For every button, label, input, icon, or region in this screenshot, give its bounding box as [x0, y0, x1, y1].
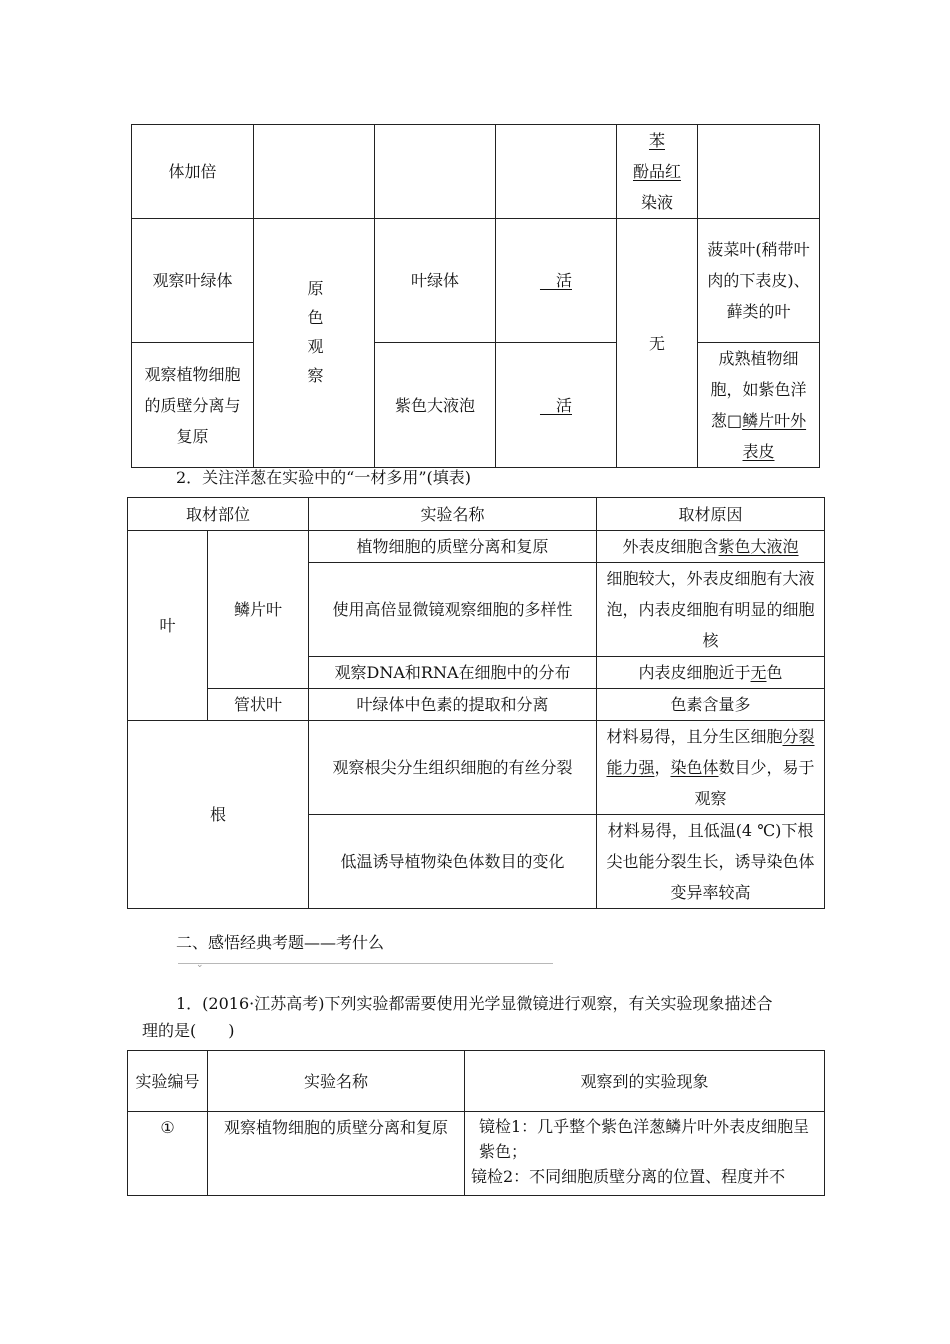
material-underlined: 鳞片叶外表皮	[742, 411, 807, 461]
cell-name: 观察根尖分生组织细胞的有丝分裂	[309, 721, 597, 815]
cell-scale-leaf: 鳞片叶	[208, 531, 309, 689]
header-reason: 取材原因	[597, 498, 825, 531]
section-title: 二、感悟经典考题——考什么	[176, 933, 385, 952]
cell-leaf: 叶	[128, 531, 208, 721]
experiment-table	[131, 124, 820, 468]
cell-name: 使用高倍显微镜观察细胞的多样性	[309, 563, 597, 657]
cell-material	[698, 343, 820, 468]
divider-notch-icon: ⌄	[196, 960, 204, 970]
header-part: 取材部位	[128, 498, 309, 531]
reason-underlined: 紫色大液泡	[718, 537, 799, 556]
reason-text: 材料易得，且分生区细胞	[606, 727, 783, 746]
state-blank: __活	[539, 271, 572, 290]
cell-material: 菠菜叶(稍带叶肉的下表皮)、藓类的叶	[698, 219, 820, 343]
reason-text-end: 数目少，易于观察	[694, 758, 815, 808]
stain-line-2: 酚品红	[632, 162, 681, 181]
stain-line-3: 染液	[640, 193, 673, 212]
cell-number: ①	[128, 1112, 208, 1196]
reason-underlined: 无	[750, 663, 767, 682]
cell-state	[496, 343, 617, 468]
header-observation: 观察到的实验现象	[465, 1051, 825, 1112]
cell-reason	[597, 531, 825, 563]
reason-text: 内表皮细胞近于	[638, 663, 751, 682]
cell-reason: 细胞较大，外表皮细胞有大液泡，内表皮细胞有明显的细胞核	[597, 563, 825, 657]
cell-root: 根	[128, 721, 309, 909]
cell-name: 观察DNA和RNA在细胞中的分布	[309, 657, 597, 689]
cell-name: 植物细胞的质壁分离和复原	[309, 531, 597, 563]
cell-name: 低温诱导植物染色体数目的变化	[309, 815, 597, 909]
question-line-2: 理的是( )	[142, 1021, 235, 1040]
cell-reason: 色素含量多	[597, 689, 825, 721]
cell-empty	[698, 125, 820, 219]
material-text: 成熟植物细胞，如紫色洋葱	[710, 349, 807, 430]
cell-stain-none: 无	[617, 219, 698, 468]
cell-experiment-name: 体加倍	[132, 125, 254, 219]
cell-reason: 材料易得，且低温(4 ℃)下根尖也能分裂生长，诱导染色体变异率较高	[597, 815, 825, 909]
cell-stain	[617, 125, 698, 219]
cell-empty	[496, 125, 617, 219]
state-blank: __活	[539, 395, 572, 415]
material-box: □	[726, 411, 743, 430]
cell-experiment-name: 观察植物细胞的质壁分离与复原	[132, 343, 254, 468]
cell-observation	[465, 1112, 825, 1196]
cell-empty	[254, 125, 375, 219]
cell-experiment-name: 观察叶绿体	[132, 219, 254, 343]
cell-name: 观察植物细胞的质壁分离和复原	[208, 1112, 465, 1196]
cell-reason	[597, 721, 825, 815]
cell-name: 叶绿体中色素的提取和分离	[309, 689, 597, 721]
section-divider	[178, 963, 553, 964]
header-name: 实验名称	[208, 1051, 465, 1112]
cell-target: 叶绿体	[375, 219, 496, 343]
method-text: 原色观察	[305, 280, 324, 396]
cell-tube-leaf: 管状叶	[208, 689, 309, 721]
reason-underlined-2: 染色体	[670, 758, 719, 777]
observation-1: 镜检1：几乎整个紫色洋葱鳞片叶外表皮细胞呈紫色；	[479, 1117, 810, 1161]
section2-heading: 2．关注洋葱在实验中的“一材多用”(填表)	[176, 468, 472, 487]
onion-usage-table	[127, 497, 825, 909]
question-line-1: 1．(2016·江苏高考)下列实验都需要使用光学显微镜进行观察，有关实验现象描述合	[176, 994, 773, 1013]
question-table	[127, 1050, 825, 1196]
reason-text-end: 色	[766, 663, 783, 682]
reason-text: 外表皮细胞含	[622, 537, 719, 556]
cell-empty	[375, 125, 496, 219]
header-name: 实验名称	[309, 498, 597, 531]
cell-method	[254, 219, 375, 468]
header-number: 实验编号	[128, 1051, 208, 1112]
observation-2: 镜检2：不同细胞质壁分离的位置、程度并不	[471, 1167, 786, 1186]
reason-underlined: 分裂能力强	[606, 727, 815, 777]
cell-target: 紫色大液泡	[375, 343, 496, 468]
reason-comma: ，	[654, 758, 671, 777]
stain-line-1: 苯	[648, 131, 665, 150]
cell-state	[496, 219, 617, 343]
cell-reason	[597, 657, 825, 689]
